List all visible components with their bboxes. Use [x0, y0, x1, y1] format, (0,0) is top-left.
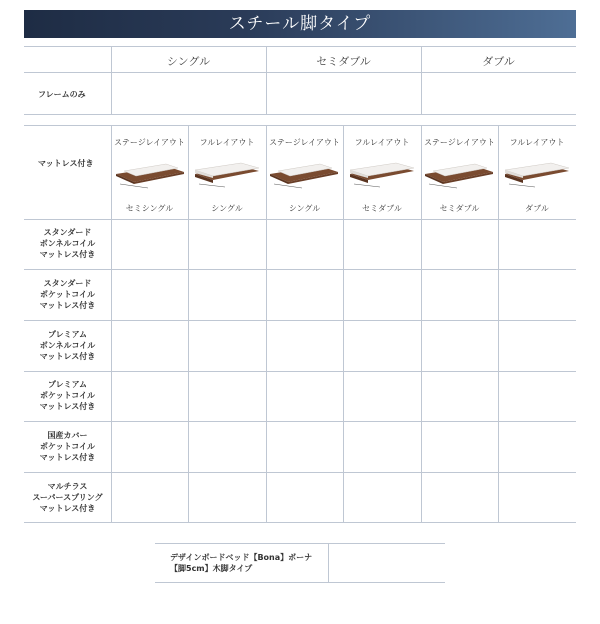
- column-header-double: ダブル: [482, 55, 515, 68]
- grid-line: [24, 269, 576, 270]
- bed-full-icon: [346, 158, 418, 190]
- footer-link-text[interactable]: デザインボードベッド【Bona】ボーナ 【脚5cm】木脚タイプ: [170, 553, 313, 573]
- grid-line: [24, 125, 576, 126]
- layout-label: フルレイアウト: [199, 138, 255, 147]
- page-title: スチール脚タイプ: [24, 10, 576, 38]
- grid-line: [498, 125, 499, 522]
- row-label: プレミアム ポケットコイル マットレス付き: [39, 380, 96, 411]
- bed-stage-icon: [114, 158, 186, 190]
- bed-full-icon: [191, 158, 263, 190]
- size-label: セミシングル: [125, 204, 174, 213]
- column-header-single: シングル: [166, 55, 211, 68]
- grid-line: [266, 125, 267, 522]
- grid-line: [24, 522, 576, 523]
- grid-line: [24, 472, 576, 473]
- grid-line: [421, 125, 422, 522]
- row-label: マルチラス スーパースプリング マットレス付き: [32, 482, 103, 513]
- grid-line: [24, 114, 576, 115]
- grid-line: [188, 125, 189, 522]
- row-label: スタンダード ボンネルコイル マットレス付き: [39, 228, 96, 259]
- size-label: セミダブル: [439, 204, 480, 213]
- frame-only-label: フレームのみ: [38, 90, 86, 99]
- row-label: スタンダード ポケットコイル マットレス付き: [39, 279, 96, 310]
- row-label: プレミアム ボンネルコイル マットレス付き: [39, 330, 96, 361]
- size-label: セミダブル: [362, 204, 402, 213]
- size-label: シングル: [211, 204, 243, 213]
- grid-line: [24, 371, 576, 372]
- grid-line: [24, 219, 576, 220]
- layout-label: ステージレイアウト: [424, 138, 495, 147]
- size-label: ダブル: [525, 204, 549, 213]
- bed-full-icon: [501, 158, 573, 190]
- grid-line: [343, 125, 344, 522]
- grid-line: [111, 125, 112, 522]
- size-label: シングル: [288, 204, 321, 213]
- mattress-label: マットレス付き: [38, 159, 94, 168]
- bed-stage-icon: [423, 158, 495, 190]
- grid-line: [24, 320, 576, 321]
- layout-label: ステージレイアウト: [114, 138, 185, 147]
- layout-label: フルレイアウト: [354, 138, 410, 147]
- grid-line: [24, 72, 576, 73]
- row-label: 国産カバー ポケットコイル マットレス付き: [39, 431, 96, 462]
- grid-line: [24, 421, 576, 422]
- layout-label: ステージレイアウト: [269, 138, 340, 147]
- grid-line: [24, 46, 576, 47]
- layout-label: フルレイアウト: [509, 138, 565, 147]
- bed-stage-icon: [268, 158, 340, 190]
- column-header-semidouble: セミダブル: [316, 55, 371, 68]
